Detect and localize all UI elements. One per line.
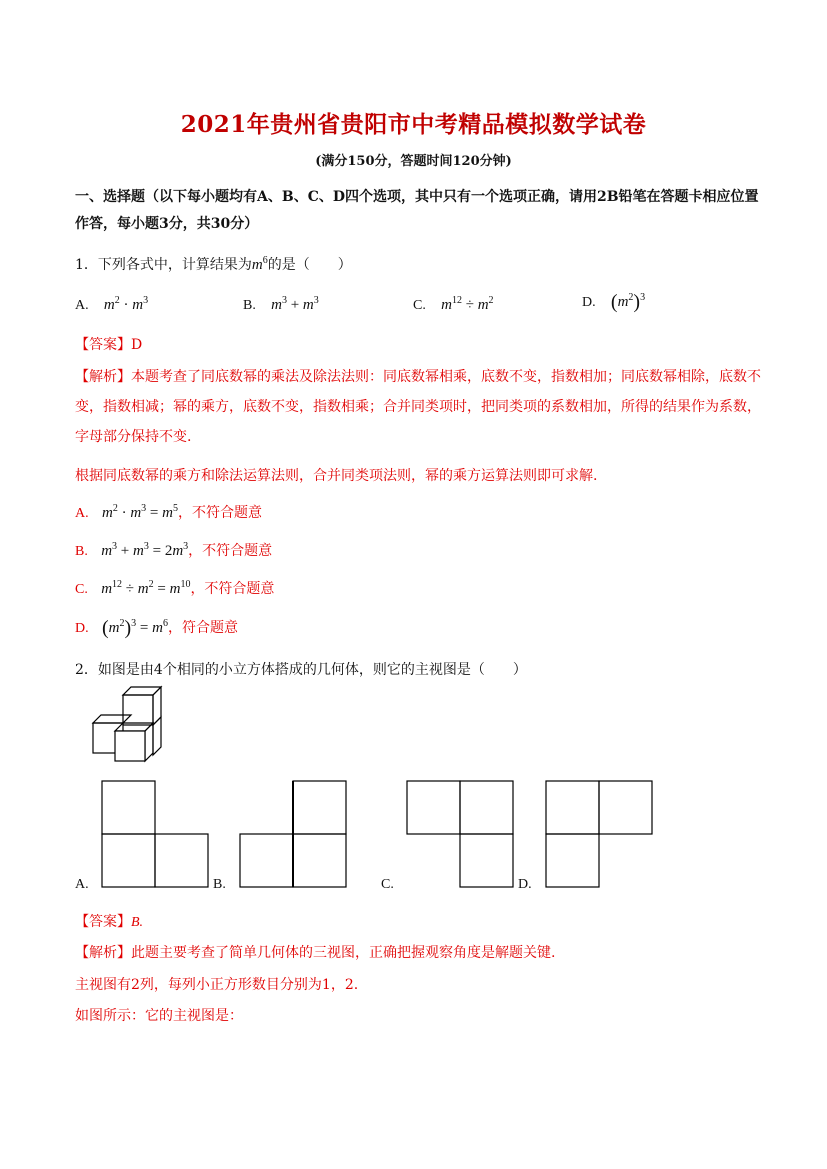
q2-explanation-line3: 如图所示：它的主视图是： bbox=[75, 1008, 243, 1024]
exam-subtitle: (满分150分，答题时间120分钟) bbox=[315, 154, 512, 169]
section-heading: 一、选择题（以下每小题均有A、B、C、D四个选项，其中只有一个选项正确，请用2B铅笔在答题卡相应位置作答，每小题3分，共30分） bbox=[75, 189, 759, 232]
q2-explanation-line2: 主视图有2列，每列小正方形数目分别为1，2. bbox=[75, 977, 359, 993]
q2-option-a-figure bbox=[101, 780, 211, 888]
q1-option-b: B. $m^3 + m^3$ bbox=[243, 295, 319, 313]
q2-option-d-label: D. bbox=[518, 877, 532, 892]
q1-check-d: D. $(m^2)^3 = m^6$，符合题意 bbox=[75, 617, 238, 639]
q1-stem bbox=[75, 254, 352, 274]
q2-stem: 2．如图是由4个相同的小立方体搭成的几何体，则它的主视图是（ ） bbox=[75, 662, 527, 678]
q1-option-d: D. $(m^2)^3$ bbox=[582, 291, 646, 313]
q2-option-c-figure bbox=[406, 780, 516, 888]
page-title: 2021年贵州省贵阳市中考精品模拟数学试卷 bbox=[180, 111, 647, 138]
q2-answer: 【答案】B. bbox=[75, 914, 144, 930]
q1-check-b: B. $m^3 + m^3 = 2m^3$，不符合题意 bbox=[75, 541, 273, 559]
q1-method: 根据同底数幂的乘方和除法运算法则，合并同类项法则，幂的乘方运算法则即可求解. bbox=[75, 468, 598, 484]
q2-option-b-label: B. bbox=[213, 877, 226, 892]
q1-check-a: A. $m^2 \cdot m^3 = m^5$，不符合题意 bbox=[75, 503, 262, 521]
q2-explanation: 【解析】此题主要考查了简单几何体的三视图，正确把握观察角度是解题关键. bbox=[75, 945, 556, 961]
q2-answer-value: B. bbox=[131, 915, 144, 930]
q2-option-a-label: A. bbox=[75, 877, 89, 892]
q2-option-c-label: C. bbox=[381, 877, 394, 892]
q1-target-expression: $m^6$ bbox=[251, 255, 268, 273]
q1-answer: 【答案】D bbox=[75, 337, 143, 353]
q2-option-b-figure bbox=[239, 780, 349, 888]
q1-option-c: C. $m^{12} \div m^2$ bbox=[413, 295, 494, 313]
q1-explanation: 【解析】本题考查了同底数幂的乘法及除法法则：同底数幂相乘，底数不变，指数相加；同底数幂相除，底数不变，指数相减；幂的乘方，底数不变，指数相乘；合并同类项时，把同类项的系数相加，所得的结果作为系数，字母部分保持不变. bbox=[75, 369, 761, 445]
q1-stem-suffix: 的是（ ） bbox=[267, 257, 352, 273]
q1-stem-prefix: 1．下列各式中，计算结果为 bbox=[75, 257, 252, 273]
q1-check-c: C. $m^{12} \div m^2 = m^{10}$，不符合题意 bbox=[75, 579, 275, 597]
q2-option-d-figure bbox=[545, 780, 655, 888]
q2-solid-figure bbox=[85, 683, 175, 768]
q1-option-a: A. $m^2 \cdot m^3$ bbox=[75, 295, 149, 313]
